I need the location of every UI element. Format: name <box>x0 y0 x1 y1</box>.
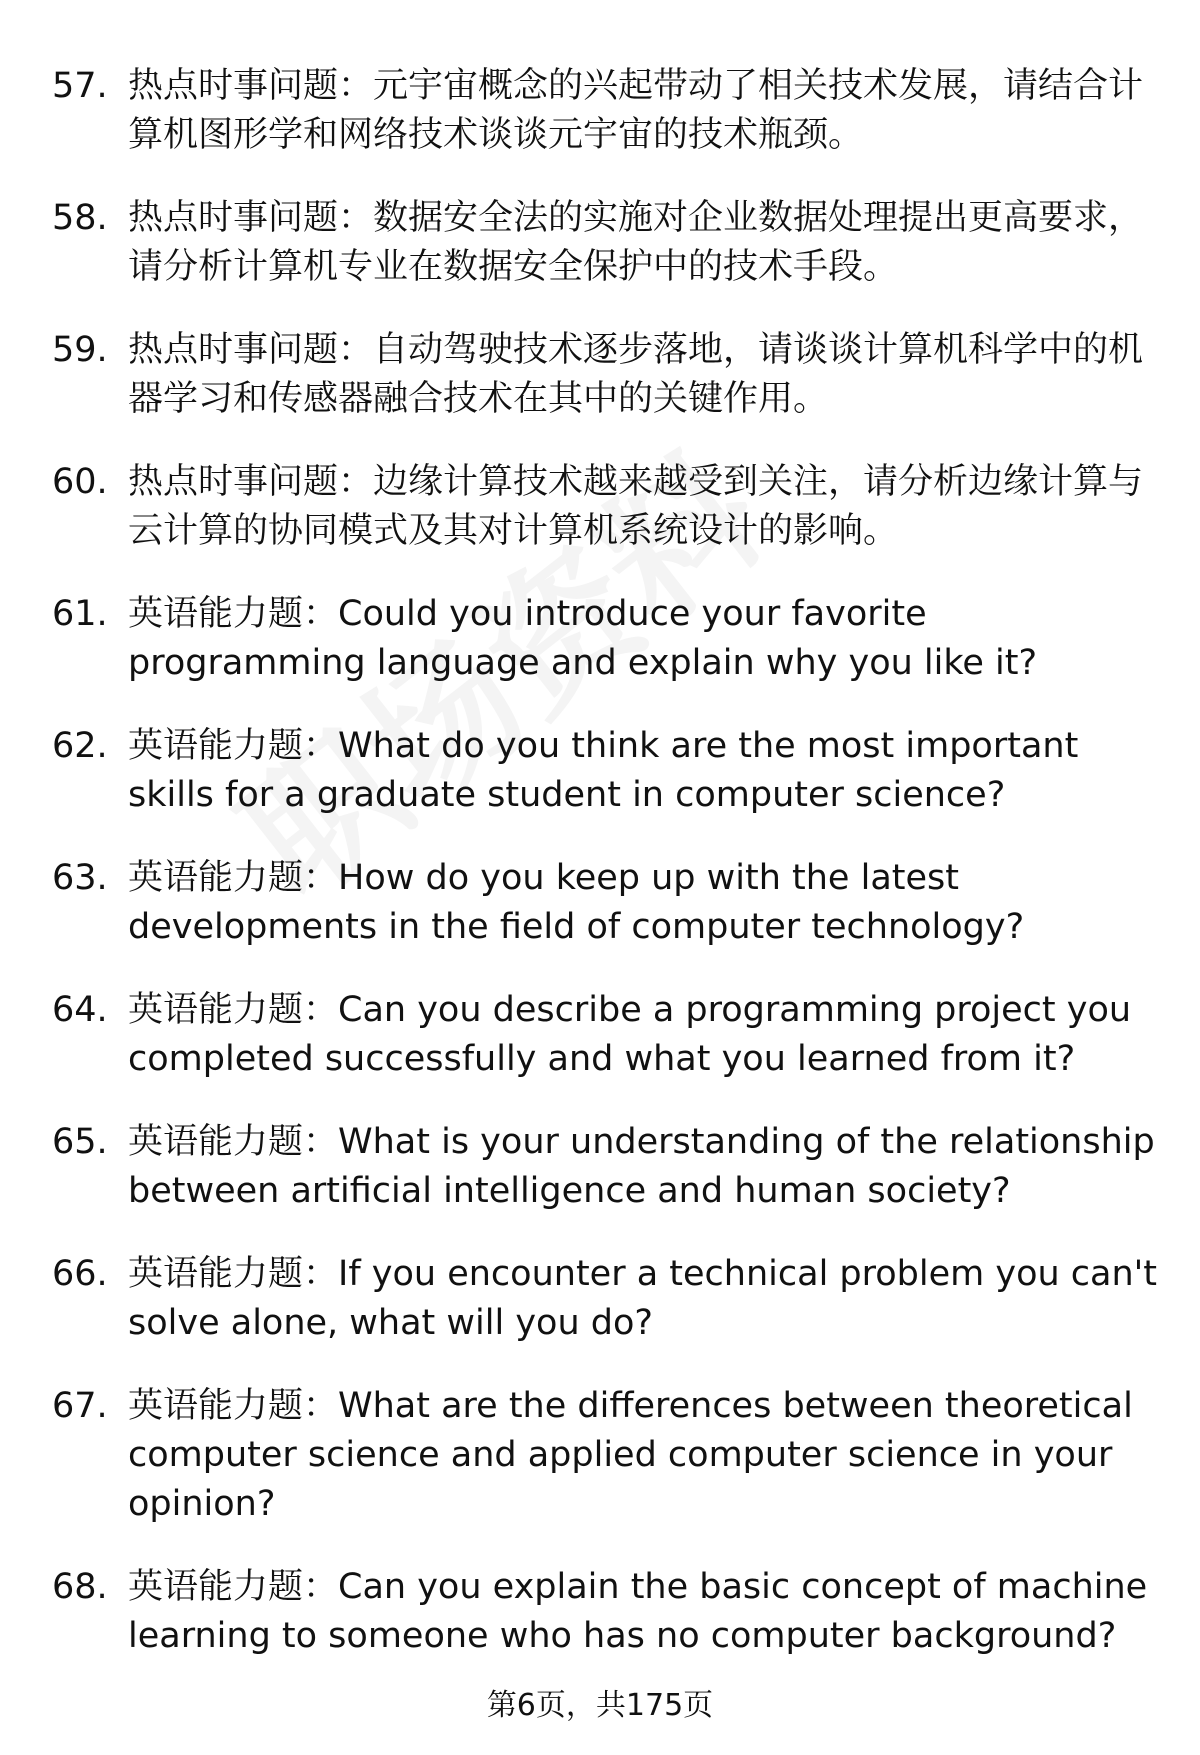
question-number: 63. <box>52 858 108 898</box>
question-item <box>52 62 1162 160</box>
question-category: 英语能力题： <box>128 1567 339 1607</box>
question-category: 热点时事问题： <box>128 330 374 370</box>
question-item <box>52 1250 1162 1348</box>
question-item <box>52 1382 1162 1529</box>
question-body <box>128 1250 1162 1348</box>
question-category: 英语能力题： <box>128 1122 339 1162</box>
question-item <box>52 854 1162 952</box>
question-body <box>128 1382 1162 1529</box>
question-category: 英语能力题： <box>128 990 339 1030</box>
question-text: Could you introduce your favorite programming language and explain why you like it? <box>128 594 1038 683</box>
question-number: 58. <box>52 198 108 238</box>
question-number: 62. <box>52 726 108 766</box>
question-text: 自动驾驶技术逐步落地，请谈谈计算机科学中的机器学习和传感器融合技术在其中的关键作用。 <box>128 330 1144 419</box>
page-footer <box>0 1686 1200 1726</box>
question-number: 60. <box>52 462 108 502</box>
question-category: 英语能力题： <box>128 1254 339 1294</box>
question-text: 数据安全法的实施对企业数据处理提出更高要求，请分析计算机专业在数据安全保护中的技术手段。 <box>128 198 1144 287</box>
question-text: What is your understanding of the relationship between artificial intelligence and human society? <box>128 1122 1155 1211</box>
question-number: 64. <box>52 990 108 1030</box>
question-category: 热点时事问题： <box>128 462 374 502</box>
page-number-label: 第6页，共175页 <box>486 1688 714 1723</box>
question-number: 66. <box>52 1254 108 1294</box>
question-category: 英语能力题： <box>128 1386 339 1426</box>
question-text: Can you explain the basic concept of machine learning to someone who has no computer background? <box>128 1567 1148 1656</box>
question-text: What do you think are the most important skills for a graduate student in computer science? <box>128 726 1079 815</box>
question-body <box>128 722 1162 820</box>
question-category: 热点时事问题： <box>128 198 374 238</box>
question-body <box>128 326 1162 424</box>
question-category: 热点时事问题： <box>128 66 374 106</box>
question-body <box>128 1118 1162 1216</box>
question-category: 英语能力题： <box>128 726 339 766</box>
question-category: 英语能力题： <box>128 858 339 898</box>
question-number: 65. <box>52 1122 108 1162</box>
question-text: 元宇宙概念的兴起带动了相关技术发展，请结合计算机图形学和网络技术谈谈元宇宙的技术瓶颈。 <box>128 66 1144 155</box>
question-item <box>52 1118 1162 1216</box>
question-item <box>52 590 1162 688</box>
question-body <box>128 986 1162 1084</box>
question-text: How do you keep up with the latest developments in the field of computer technology? <box>128 858 1025 947</box>
question-body <box>128 458 1162 556</box>
question-number: 57. <box>52 66 108 106</box>
question-list <box>52 62 1162 1695</box>
question-body <box>128 854 1162 952</box>
question-body <box>128 590 1162 688</box>
question-item <box>52 1563 1162 1661</box>
question-text: If you encounter a technical problem you can't solve alone, what will you do? <box>128 1254 1158 1343</box>
question-number: 67. <box>52 1386 108 1426</box>
question-item <box>52 722 1162 820</box>
question-item <box>52 326 1162 424</box>
question-text: 边缘计算技术越来越受到关注，请分析边缘计算与云计算的协同模式及其对计算机系统设计的影响。 <box>128 462 1144 551</box>
question-item <box>52 194 1162 292</box>
question-text: Can you describe a programming project you completed successfully and what you learned from it? <box>128 990 1132 1079</box>
question-body <box>128 194 1162 292</box>
question-item <box>52 986 1162 1084</box>
question-number: 68. <box>52 1567 108 1607</box>
question-category: 英语能力题： <box>128 594 339 634</box>
question-number: 61. <box>52 594 108 634</box>
question-item <box>52 458 1162 556</box>
question-body <box>128 62 1162 160</box>
question-body <box>128 1563 1162 1661</box>
question-text: What are the differences between theoretical computer science and applied computer science in your opinion? <box>128 1386 1133 1524</box>
question-number: 59. <box>52 330 108 370</box>
